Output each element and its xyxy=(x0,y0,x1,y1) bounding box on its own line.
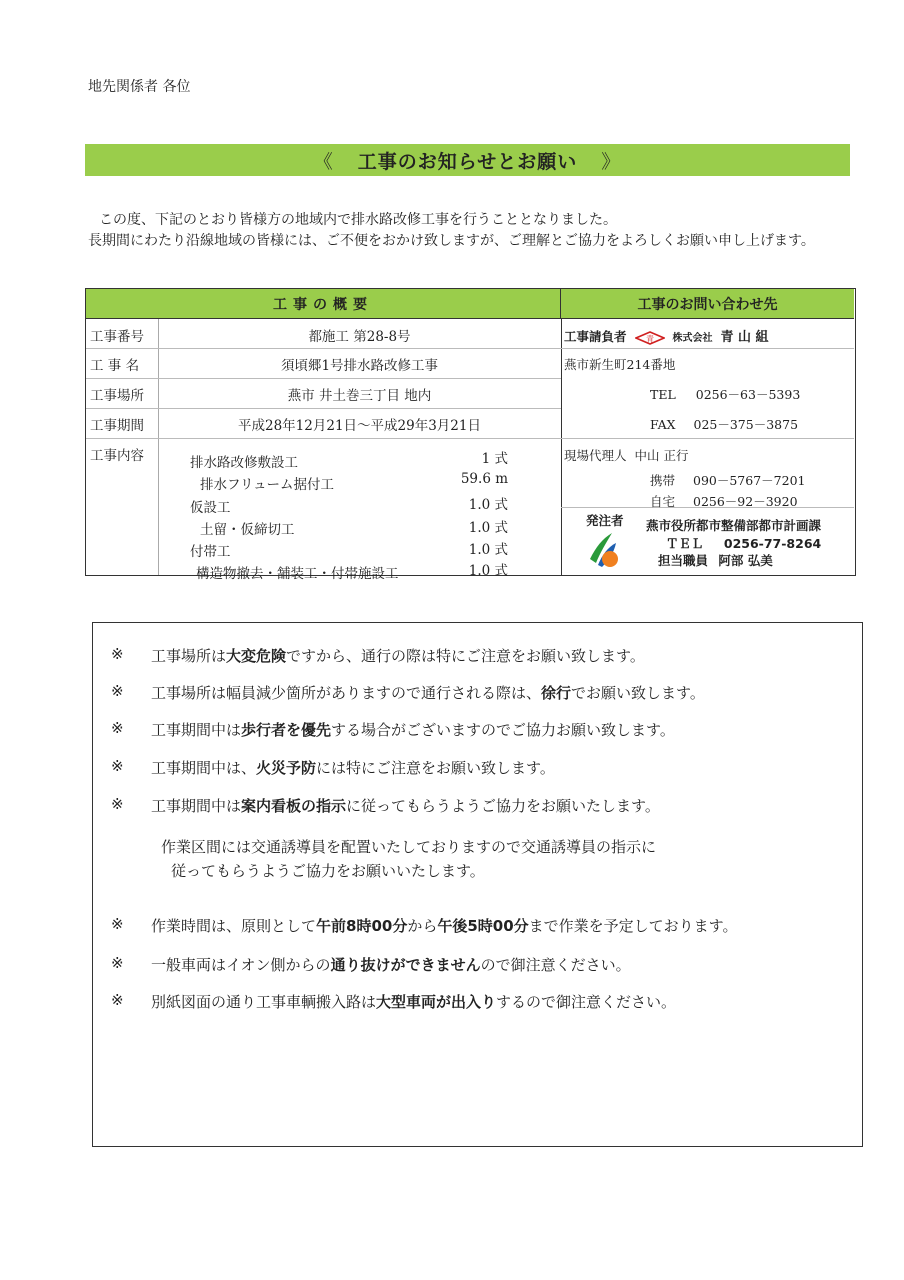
note-text: 工事期間中は xyxy=(151,797,242,815)
content-item: 排水路改修敷設工 xyxy=(190,455,298,471)
note-text: から xyxy=(407,917,438,935)
banner-close-bracket: 》 xyxy=(601,150,622,173)
contact-header: 工事のお問い合わせ先 xyxy=(561,289,854,319)
notes-box xyxy=(92,622,863,1147)
note-text: でお願い致します。 xyxy=(571,684,705,702)
note-emphasis: 火災予防 xyxy=(256,759,317,777)
agent-label: 現場代理人 xyxy=(564,448,627,463)
contractor-address: 燕市新生町214番地 xyxy=(564,357,676,372)
note-mark: ※ xyxy=(111,915,124,933)
client-staff xyxy=(658,551,904,569)
note-sub-line: 作業区間には交通誘導員を配置いたしておりますので交通誘導員の指示に xyxy=(161,838,657,856)
note-emphasis: 午前8時00分 xyxy=(316,917,408,935)
intro-line-1: この度、下記のとおり皆様方の地域内で排水路改修工事を行うこととなりました。 xyxy=(99,212,617,228)
note-text: 工事期間中は、 xyxy=(151,759,257,777)
agent-name: 中山 正行 xyxy=(634,448,689,463)
note-text: する場合がございますのでご協力お願い致します。 xyxy=(331,721,675,739)
note-emphasis: 大型車両が出入り xyxy=(376,993,497,1011)
row-value: 都施工 第28-8号 xyxy=(308,329,411,345)
agent-home xyxy=(650,492,904,510)
fax-number: 025－375－3875 xyxy=(693,417,799,432)
table-row xyxy=(86,378,561,409)
city-logo-icon xyxy=(586,529,620,569)
note-text: に従ってもらうようご協力をお願いたします。 xyxy=(346,797,660,815)
content-item: 仮設工 xyxy=(190,500,231,516)
row-label: 工 事 名 xyxy=(90,358,140,374)
note-emphasis: 大変危険 xyxy=(226,647,287,665)
content-qty: 1.0 式 xyxy=(468,497,508,513)
content-item: 土留・仮締切工 xyxy=(200,522,295,538)
client-tel-number: 0256-77-8264 xyxy=(723,536,822,551)
note-text: 工事場所は幅員減少箇所がありますので通行される際は、 xyxy=(151,684,542,702)
note-mark: ※ xyxy=(111,795,124,813)
agent-mobile xyxy=(650,471,904,489)
home-number: 0256－92－3920 xyxy=(693,494,798,509)
table-row xyxy=(86,348,561,379)
client-tel-label: ＴＥＬ xyxy=(666,536,704,551)
content-qty: 59.6 m xyxy=(460,471,508,487)
content-qty: 1.0 式 xyxy=(468,542,508,558)
note-text: 作業時間は、原則として xyxy=(151,917,317,935)
table-divider xyxy=(561,319,562,575)
home-label: 自宅 xyxy=(650,494,676,509)
intro-text xyxy=(88,210,868,252)
note-text: ですから、通行の際は特にご注意をお願い致します。 xyxy=(286,647,645,665)
company-logo-icon xyxy=(635,331,665,345)
note-emphasis: 案内看板の指示 xyxy=(241,797,347,815)
contact-divider xyxy=(561,438,854,439)
staff-label: 担当職員 xyxy=(658,553,709,568)
note-mark: ※ xyxy=(111,719,124,737)
company-prefix: 株式会社 xyxy=(672,333,713,344)
note-mark: ※ xyxy=(111,954,124,972)
content-item: 構造物撤去・舗装工・付帯施設工 xyxy=(196,566,399,582)
client-org: 燕市役所都市整備部都市計画課 xyxy=(646,518,822,533)
note-text: 工事期間中は xyxy=(151,721,242,739)
contractor-fax xyxy=(650,415,904,433)
client-tel xyxy=(666,534,904,552)
tel-number: 0256－63－5393 xyxy=(695,387,801,402)
note-text: するので御注意ください。 xyxy=(496,993,677,1011)
row-label: 工事内容 xyxy=(90,448,144,464)
note-text: 一般車両はイオン側からの xyxy=(151,956,331,974)
note-emphasis: 午後5時00分 xyxy=(437,917,529,935)
mobile-number: 090－5767－7201 xyxy=(693,473,806,488)
addressee: 地先関係者 各位 xyxy=(88,79,191,95)
content-qty: 1 式 xyxy=(481,451,508,467)
contractor-label: 工事請負者 xyxy=(564,329,627,344)
content-qty: 1.0 式 xyxy=(468,563,508,579)
content-item: 付帯工 xyxy=(190,544,231,560)
row-value: 平成28年12月21日～平成29年3月21日 xyxy=(238,418,481,434)
row-label: 工事場所 xyxy=(90,388,144,404)
note-mark: ※ xyxy=(111,682,124,700)
content-qty: 1.0 式 xyxy=(468,520,508,536)
note-text: 工事場所は xyxy=(151,647,227,665)
row-value: 須頃郷1号排水路改修工事 xyxy=(280,358,439,374)
notice-banner xyxy=(85,144,850,176)
row-label: 工事期間 xyxy=(90,418,144,434)
note-emphasis: 通り抜けができません xyxy=(330,956,481,974)
tel-label: TEL xyxy=(650,387,676,402)
staff-name: 阿部 弘美 xyxy=(718,553,773,568)
note-emphasis: 徐行 xyxy=(541,684,572,702)
note-mark: ※ xyxy=(111,991,124,1009)
note-sub-line: 従ってもらうようご協力をお願いいたします。 xyxy=(171,862,485,880)
company-name: 青 山 組 xyxy=(720,330,769,345)
row-label: 工事番号 xyxy=(90,329,144,345)
note-text: には特にご注意をお願い致します。 xyxy=(316,759,555,777)
client-label: 発注者 xyxy=(586,513,624,528)
construction-table xyxy=(85,288,856,582)
site-agent xyxy=(564,446,854,464)
note-text: ので御注意ください。 xyxy=(480,956,631,974)
note-text: まで作業を予定しております。 xyxy=(528,917,738,935)
logo-text: 青 xyxy=(645,334,654,343)
banner-title: 工事のお知らせとお願い xyxy=(357,150,578,173)
content-item: 排水フリューム据付工 xyxy=(200,477,335,493)
contact-divider xyxy=(561,348,854,349)
table-row xyxy=(86,408,561,439)
note-text: 別紙図面の通り工事車輌搬入路は xyxy=(151,993,377,1011)
note-mark: ※ xyxy=(111,757,124,775)
note-mark: ※ xyxy=(111,645,124,663)
intro-line-2: 長期間にわたり沿線地域の皆様には、ご不便をおかけ致しますが、ご理解とご協力をよろしくお願い申し上げます。 xyxy=(88,233,815,249)
overview-header: 工事の概要 xyxy=(86,289,561,319)
banner-open-bracket: 《 xyxy=(313,150,334,173)
note-emphasis: 歩行者を優先 xyxy=(241,721,332,739)
table-row xyxy=(86,319,561,349)
fax-label: FAX xyxy=(650,417,676,432)
contractor-tel xyxy=(650,385,904,403)
contractor-line xyxy=(564,326,854,345)
mobile-label: 携帯 xyxy=(650,473,676,488)
row-value: 燕市 井土巻三丁目 地内 xyxy=(287,388,432,404)
